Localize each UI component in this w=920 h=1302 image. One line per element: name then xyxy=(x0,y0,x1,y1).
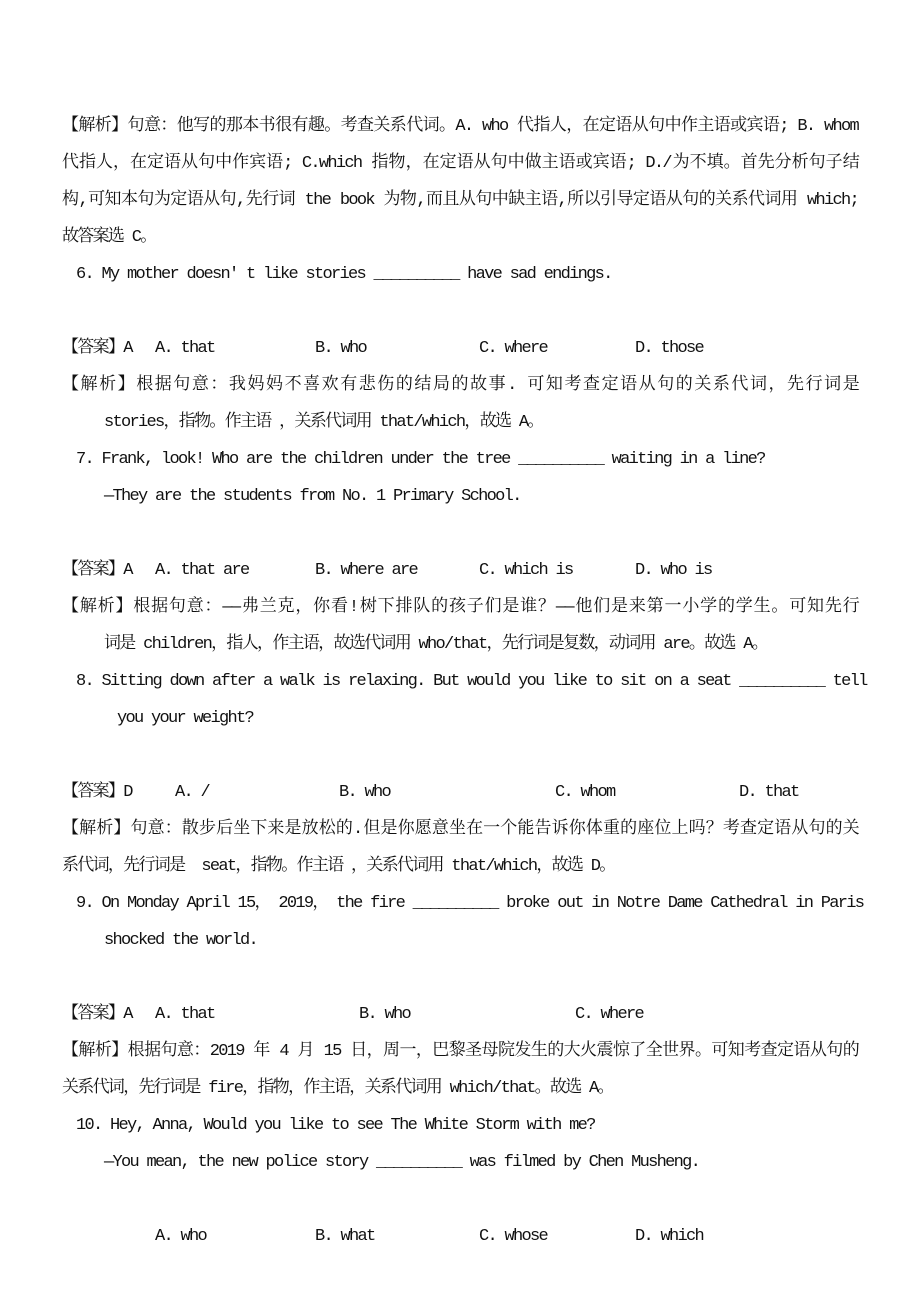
option-d: D. which xyxy=(635,1227,704,1246)
explanation-line: 【解析】句意：他写的那本书很有趣。考查关系代词。A. who 代指人，在定语从句中作主语或宾语; B. whom xyxy=(62,117,858,136)
answer-line: 【答案】A xyxy=(62,1005,132,1024)
answer-line: 【答案】A xyxy=(62,561,132,580)
option-d: D. that xyxy=(739,783,799,802)
option-b: B. who xyxy=(359,1005,411,1024)
option-b: B. where are xyxy=(315,561,418,580)
question-stem: 7. Frank, look! Who are the children under the tree __________ waiting in a line? xyxy=(76,450,765,469)
option-b: B. who xyxy=(339,783,391,802)
option-b: B. what xyxy=(315,1227,375,1246)
option-a: A. that xyxy=(155,1005,215,1024)
question-9 xyxy=(62,885,864,1107)
question-stem: 8. Sitting down after a walk is relaxing. But would you like to sit on a seat __________ tell xyxy=(76,672,867,691)
question-6 xyxy=(62,256,858,441)
option-d: D. who is xyxy=(635,561,712,580)
explanation-line: 词是 children，指人，作主语，故选代词用 who/that，先行词是复数，动词用 are。故选 A。 xyxy=(104,635,768,654)
option-a: A. that xyxy=(155,339,215,358)
option-a: A. who xyxy=(155,1227,207,1246)
explanation-line: 【解析】根据句意：——弗兰克，你看!树下排队的孩子们是谁？——他们是来第一小学的学生。可知先行 xyxy=(62,598,858,617)
question-stem: shocked the world. xyxy=(104,931,258,950)
option-a: A. that are xyxy=(155,561,249,580)
question-stem: —They are the students from No. 1 Primary School. xyxy=(104,487,521,506)
question-stem: you your weight? xyxy=(117,709,254,728)
option-c: C. where xyxy=(575,1005,644,1024)
option-b: B. who xyxy=(315,339,367,358)
question-stem: 9. On Monday April 15， 2019， the fire __________ broke out in Notre Dame Cathedral in Paris xyxy=(76,894,864,913)
question-stem: 10. Hey, Anna, Would you like to see The White Storm with me? xyxy=(76,1116,595,1135)
explanation-line: 故答案选 C。 xyxy=(62,228,156,247)
explanation-line: stories，指物。作主语 ，关系代词用 that/which，故选 A。 xyxy=(104,413,543,432)
option-c: C. where xyxy=(479,339,548,358)
options-row xyxy=(62,1181,858,1246)
explanation-line: 【解析】根据句意：2019 年 4 月 15 日，周一，巴黎圣母院发生的大火震惊了全世界。可知考查定语从句的 xyxy=(62,1042,858,1061)
option-a: A. / xyxy=(175,783,210,802)
explanation-line: 系代词，先行词是 seat，指物。作主语 ，关系代词用 that/which，故选 D。 xyxy=(62,857,615,876)
explanation-line: 代指人，在定语从句中作宾语; C.which 指物，在定语从句中做主语或宾语; D./为不填。首先分析句子结 xyxy=(62,154,858,173)
question-stem: —You mean, the new police story __________ was filmed by Chen Musheng. xyxy=(104,1153,700,1172)
option-c: C. which is xyxy=(479,561,573,580)
explanation-line: 【解析】句意：散步后坐下来是放松的.但是你愿意坐在一个能告诉你体重的座位上吗？考查定语从句的关 xyxy=(62,820,858,839)
question-10 xyxy=(62,1107,858,1246)
question-8 xyxy=(62,663,867,885)
explanation-line: 关系代词，先行词是 fire，指物，作主语，关系代词用 which/that。故选 A。 xyxy=(62,1079,613,1098)
option-c: C. whom xyxy=(555,783,615,802)
question-stem: 6. My mother doesn' t like stories __________ have sad endings. xyxy=(76,265,612,284)
answer-line: 【答案】A xyxy=(62,339,132,358)
question-7 xyxy=(62,441,858,663)
option-c: C. whose xyxy=(479,1227,548,1246)
explanation-line: 构,可知本句为定语从句,先行词 the book 为物,而且从句中缺主语,所以引导定语从句的关系代词用 which; xyxy=(62,191,858,210)
answer-line: 【答案】D xyxy=(62,783,132,802)
option-d: D. those xyxy=(635,339,704,358)
explanation-line: 【解析】根据句意：我妈妈不喜欢有悲伤的结局的故事. 可知考查定语从句的关系代词，先行词是 xyxy=(62,376,858,395)
question-5-explanation xyxy=(62,108,858,256)
